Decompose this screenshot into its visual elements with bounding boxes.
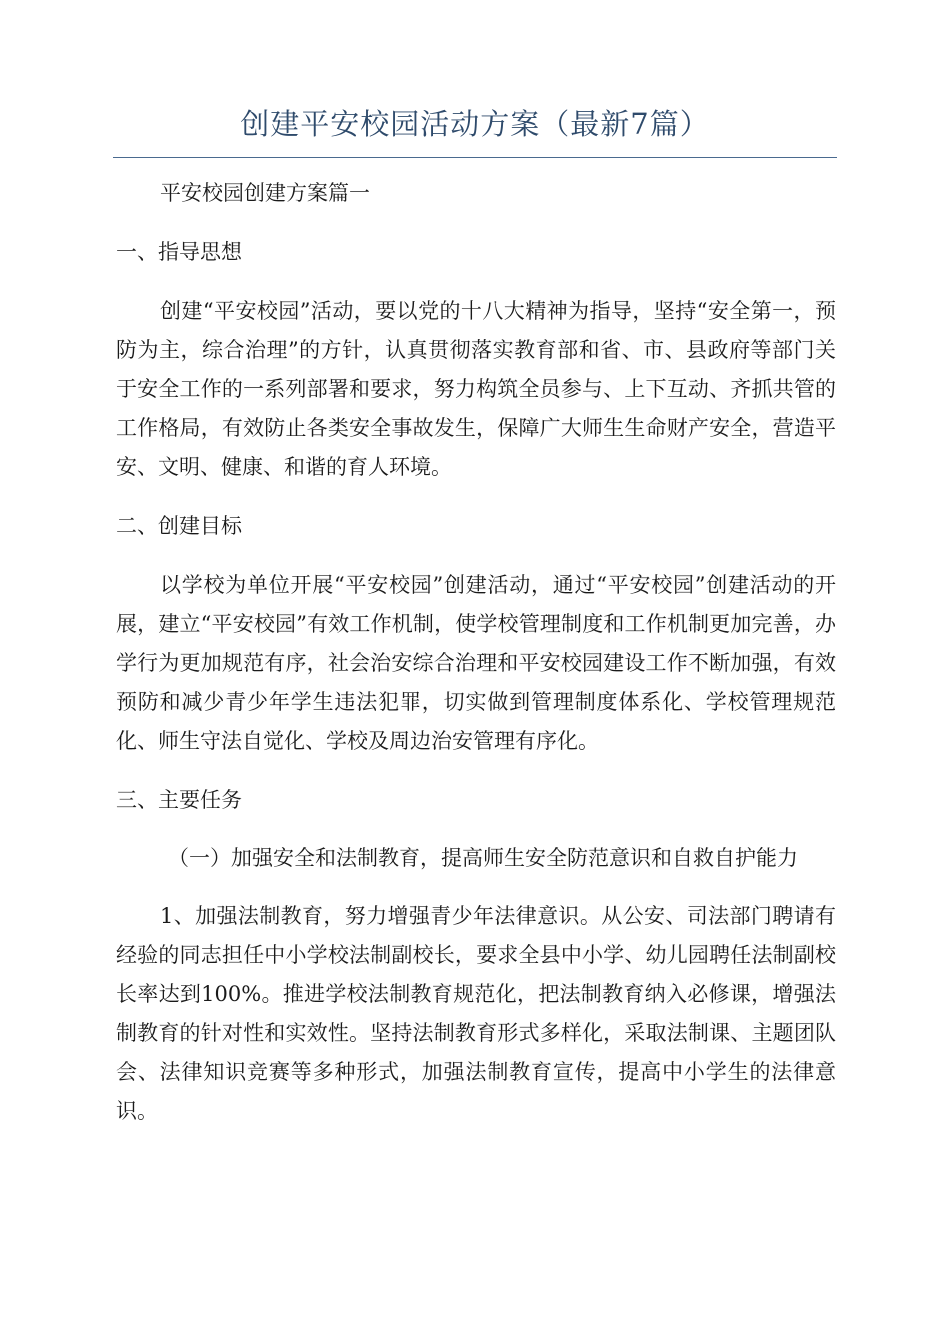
- heading-guiding-ideology: 一、指导思想: [116, 240, 242, 264]
- title-divider: [113, 157, 837, 158]
- paragraph-guiding-ideology: 创建“平安校园”活动，要以党的十八大精神为指导，坚持“安全第一，预防为主，综合治理”的方针，认真贯彻落实教育部和省、市、县政府等部门关于安全工作的一系列部署和要求，努力构筑全员参与、上下互动、齐抓共管的工作格局，有效防止各类安全事故发生，保障广大师生生命财产安全，营造平安、文明、健康、和谐的育人环境。: [116, 299, 836, 479]
- paragraph-goals: 以学校为单位开展“平安校园”创建活动，通过“平安校园”创建活动的开展，建立“平安校园”有效工作机制，使学校管理制度和工作机制更加完善，办学行为更加规范有序，社会治安综合治理和平安校园建设工作不断加强，有效预防和减少青少年学生违法犯罪，切实做到管理制度体系化、学校管理规范化、师生守法自觉化、学校及周边治安管理有序化。: [116, 573, 836, 753]
- paragraph-legal-education: 1、加强法制教育，努力增强青少年法律意识。从公安、司法部门聘请有经验的同志担任中小学校法制副校长，要求全县中小学、幼儿园聘任法制副校长率达到100%。推进学校法制教育规范化，把法制教育纳入必修课，增强法制教育的针对性和实效性。坚持法制教育形式多样化，采取法制课、主题团队会、法律知识竞赛等多种形式，加强法制教育宣传，提高中小学生的法律意识。: [116, 904, 836, 1123]
- document-body: [116, 174, 836, 1131]
- section-subtitle: 平安校园创建方案篇一: [160, 181, 370, 205]
- document-title: 创建平安校园活动方案（最新7篇）: [240, 107, 710, 141]
- heading-goals: 二、创建目标: [116, 514, 242, 538]
- subheading-safety-education: （一）加强安全和法制教育，提高师生安全防范意识和自救自护能力: [168, 846, 798, 870]
- heading-main-tasks: 三、主要任务: [116, 788, 242, 812]
